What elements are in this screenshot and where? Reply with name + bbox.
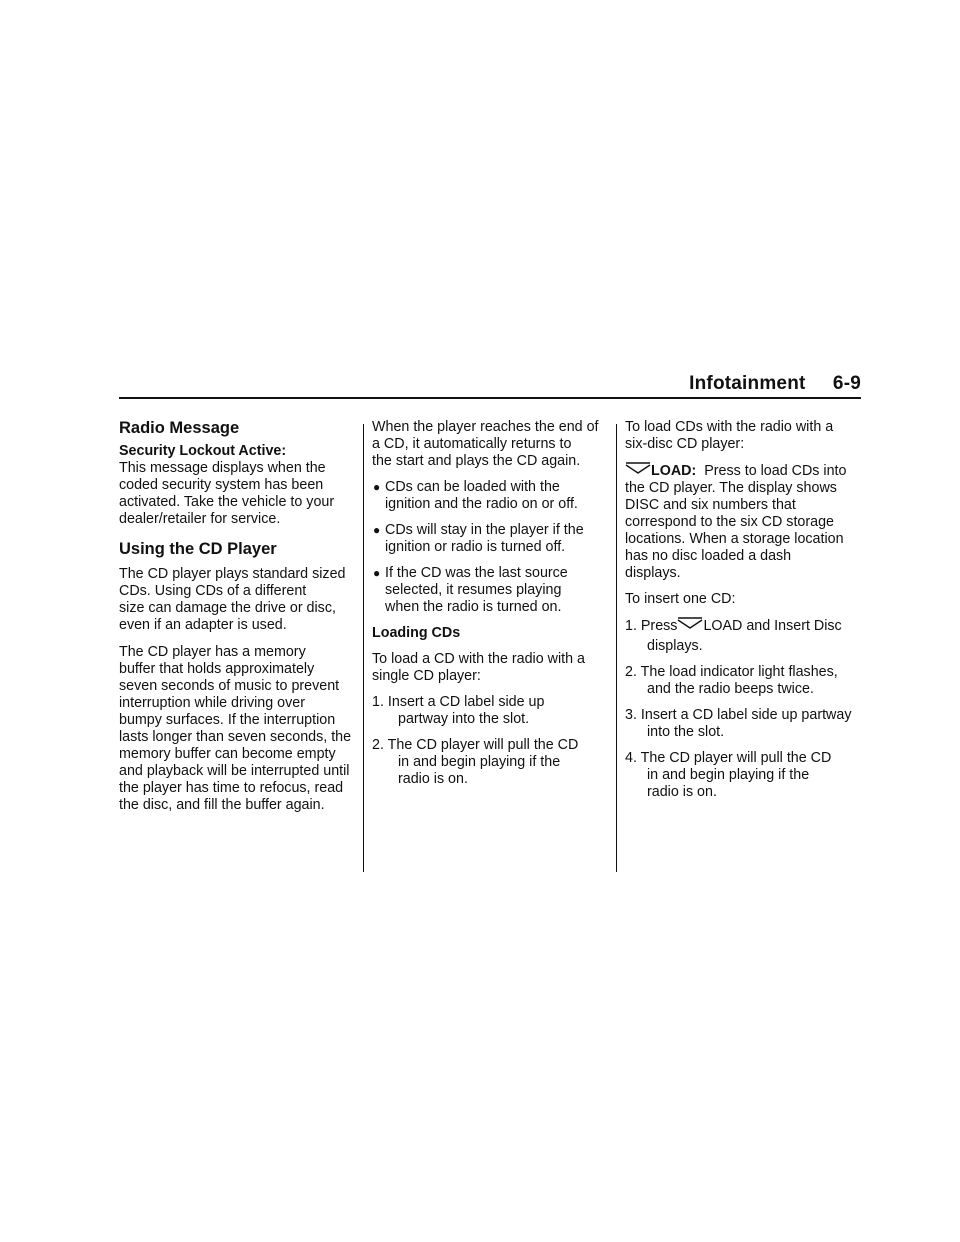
bullet-icon: ●: [373, 566, 381, 580]
text-line: 3. Insert a CD label side up partway: [625, 707, 852, 723]
text-line: locations. When a storage location: [625, 531, 844, 547]
column-divider-1: [363, 424, 364, 872]
text-line: correspond to the six CD storage: [625, 514, 834, 530]
text-line: in and begin playing if the: [647, 767, 810, 783]
text-line: The CD player has a memory: [119, 644, 306, 660]
text-line: partway into the slot.: [398, 711, 530, 727]
list-item: [372, 737, 610, 788]
text-line: size can damage the drive or disc,: [119, 600, 336, 616]
list-item: [625, 707, 865, 741]
text-line: memory buffer can become empty: [119, 746, 336, 762]
text-line: the player has time to refocus, read: [119, 780, 344, 796]
load-label: LOAD:: [651, 463, 697, 479]
header-title: Infotainment 6-9: [689, 373, 861, 394]
text-line: To load CDs with the radio with a: [625, 419, 834, 435]
security-lockout-label: Security Lockout Active:: [119, 443, 287, 459]
text-line: the disc, and fill the buffer again.: [119, 797, 325, 813]
text-line: This message displays when the: [119, 460, 326, 476]
heading-using-cd-player: Using the CD Player: [119, 540, 277, 558]
step-1-line: [625, 617, 865, 635]
text-line: dealer/retailer for service.: [119, 511, 281, 527]
text-line: bumpy surfaces. If the interruption: [119, 712, 336, 728]
text-line: To load a CD with the radio with a: [372, 651, 585, 667]
list-item: [372, 522, 610, 556]
text-line: 1. Insert a CD label side up: [372, 694, 545, 710]
column-divider-2: [616, 424, 617, 872]
text-line: 1. Press: [625, 618, 678, 634]
text-line: a CD, it automatically returns to: [372, 436, 572, 452]
heading-loading-cds: Loading CDs: [372, 625, 461, 641]
bullet-icon: ●: [373, 480, 381, 494]
header-rule: [119, 397, 861, 399]
text-line: 4. The CD player will pull the CD: [625, 750, 832, 766]
text-line: To insert one CD:: [625, 591, 736, 607]
heading-radio-message: Radio Message: [119, 419, 240, 437]
list-item: [372, 694, 610, 728]
text-line: in and begin playing if the: [398, 754, 561, 770]
text-line: when the radio is turned on.: [385, 599, 562, 615]
text-line: the CD player. The display shows: [625, 480, 837, 496]
text-line: six-disc CD player:: [625, 436, 745, 452]
text-line: into the slot.: [647, 724, 725, 740]
text-line: displays.: [625, 565, 681, 581]
bullet-icon: ●: [373, 523, 381, 537]
text-line: and playback will be interrupted until: [119, 763, 350, 779]
text-line: CDs will stay in the player if the: [385, 522, 584, 538]
text-line: radio is on.: [647, 784, 717, 800]
text-line: displays.: [647, 638, 703, 654]
text-line: coded security system has been: [119, 477, 324, 493]
text-line: CDs can be loaded with the: [385, 479, 560, 495]
list-item: [625, 750, 865, 801]
text-line: ignition and the radio on or off.: [385, 496, 578, 512]
text-line: CDs. Using CDs of a different: [119, 583, 307, 599]
cd-load-icon: [625, 462, 651, 476]
text-line: and the radio beeps twice.: [647, 681, 814, 697]
list-item: [372, 565, 610, 616]
text-line: activated. Take the vehicle to your: [119, 494, 335, 510]
list-item: [372, 479, 610, 513]
text-line: interruption while driving over: [119, 695, 305, 711]
text-line: has no disc loaded a dash: [625, 548, 792, 564]
text-line: lasts longer than seven seconds, the: [119, 729, 352, 745]
cd-load-icon: [677, 617, 703, 631]
column-1: [119, 418, 355, 814]
text-line: If the CD was the last source: [385, 565, 568, 581]
text-line: The CD player plays standard sized: [119, 566, 346, 582]
load-line: [625, 462, 865, 480]
text-line: 2. The CD player will pull the CD: [372, 737, 579, 753]
text-line: selected, it resumes playing: [385, 582, 562, 598]
text-line: 2. The load indicator light flashes,: [625, 664, 838, 680]
text-line: even if an adapter is used.: [119, 617, 287, 633]
list-item: [625, 664, 865, 698]
list-item: [625, 617, 865, 655]
column-2: [372, 419, 610, 788]
text-line: radio is on.: [398, 771, 468, 787]
page-header: [119, 373, 861, 397]
text-line: ignition or radio is turned off.: [385, 539, 566, 555]
column-3: [625, 419, 865, 801]
text-line: LOAD and Insert Disc: [703, 618, 842, 634]
text-line: single CD player:: [372, 668, 481, 684]
text-line: When the player reaches the end of: [372, 419, 599, 435]
text-line: buffer that holds approximately: [119, 661, 315, 677]
text-line: DISC and six numbers that: [625, 497, 796, 513]
text-line: Press to load CDs into: [704, 463, 847, 479]
text-line: seven seconds of music to prevent: [119, 678, 340, 694]
text-line: the start and plays the CD again.: [372, 453, 581, 469]
